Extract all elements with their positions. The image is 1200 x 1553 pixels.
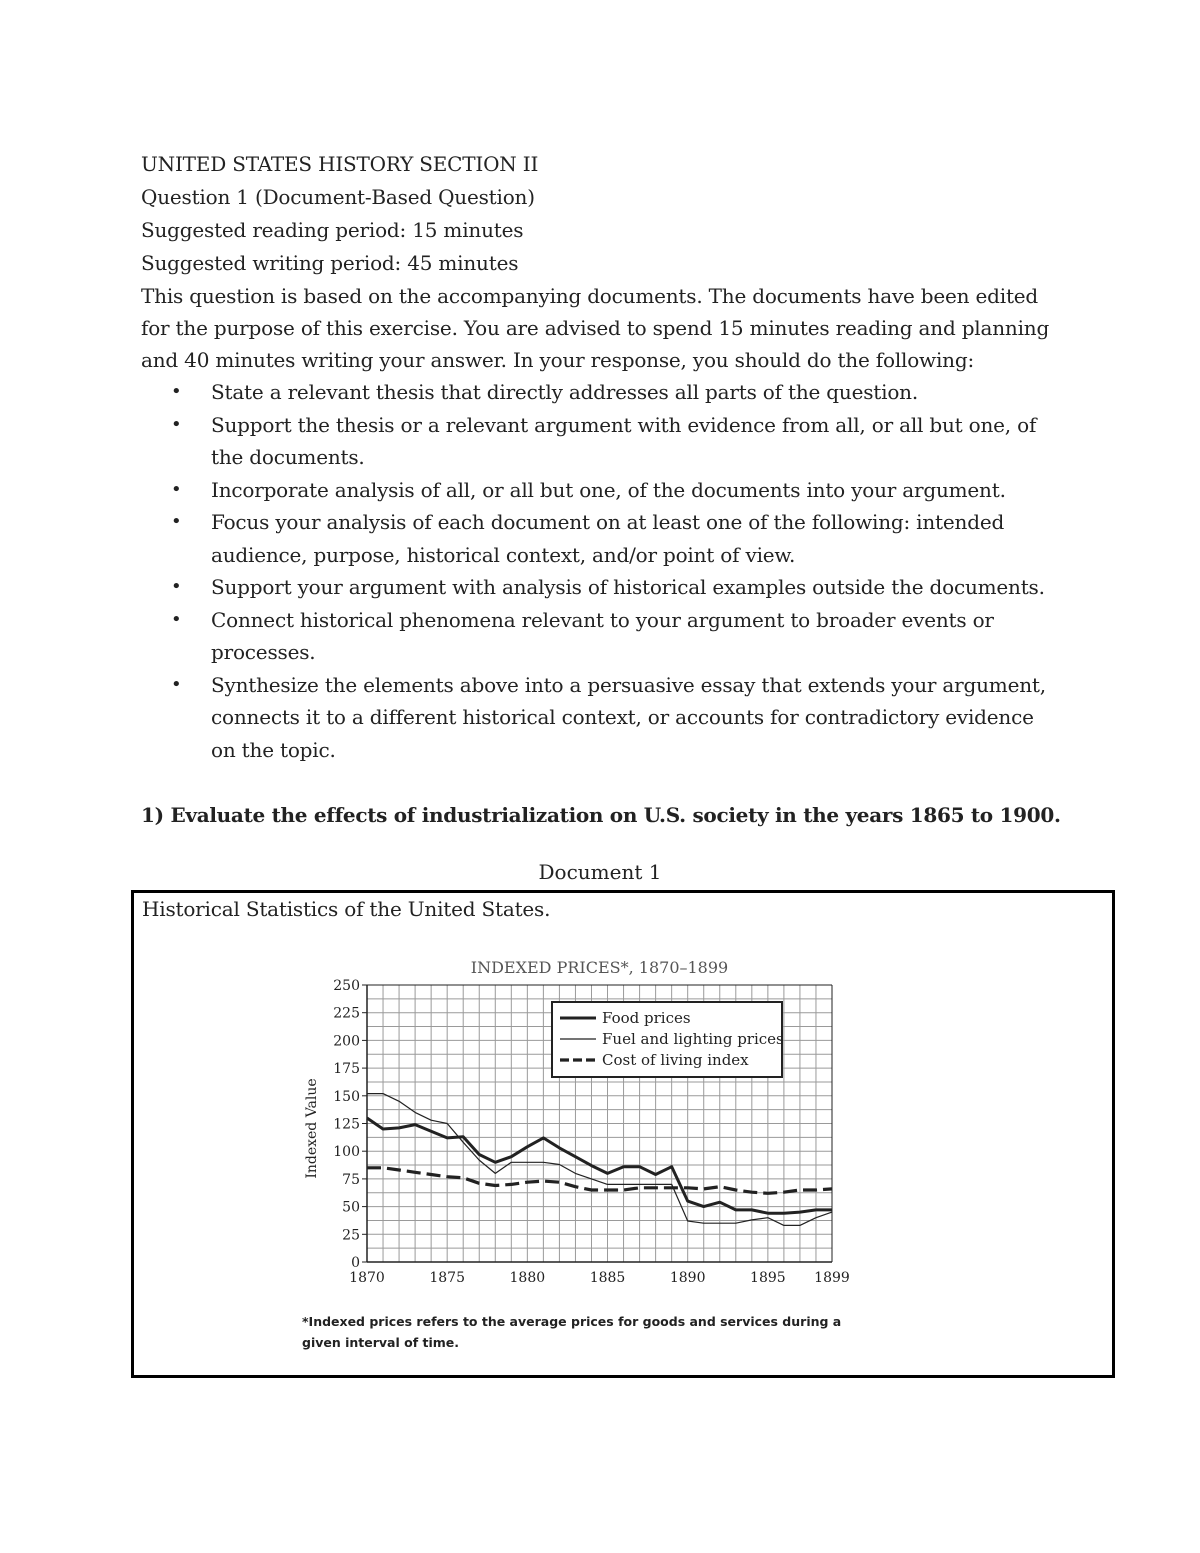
bullet-icon: • <box>171 381 182 402</box>
document-title: Document 1 <box>538 860 662 884</box>
x-tick-label: 1885 <box>589 1270 626 1286</box>
y-tick-label: 50 <box>342 1199 360 1216</box>
series-line-cost-of-living-index <box>367 1168 832 1194</box>
reading-period: Suggested reading period: 15 minutes <box>141 218 524 242</box>
essay-question: 1) Evaluate the effects of industrialization on U.S. society in the years 1865 to 1900. <box>141 803 1061 827</box>
bullet-icon: • <box>171 478 182 500</box>
y-tick-label: 150 <box>333 1088 360 1105</box>
y-tick-label: 25 <box>342 1227 360 1244</box>
y-axis-label: Indexed Value <box>304 1078 320 1179</box>
y-tick-label: 225 <box>333 1005 360 1022</box>
y-tick-label: 100 <box>333 1144 360 1161</box>
indexed-prices-chart <box>134 893 1112 1375</box>
x-tick-label: 1899 <box>814 1270 850 1286</box>
chart-title: INDEXED PRICES*, 1870–1899 <box>470 958 729 977</box>
instruction-item: • Focus your analysis of each document on at least one of the following: intended audience, purpose, historical context, and/or point of view. <box>141 506 1061 571</box>
x-tick-label: 1895 <box>750 1270 786 1286</box>
chart-footnote: given interval of time. <box>302 1335 460 1350</box>
instruction-item: • Support your argument with analysis of historical examples outside the documents. <box>141 571 1061 604</box>
bullet-icon: • <box>171 511 182 532</box>
x-tick-label: 1875 <box>429 1270 465 1286</box>
instruction-item: • Support the thesis or a relevant argument with evidence from all, or all but one, of the documents. <box>141 409 1061 474</box>
writing-period: Suggested writing period: 45 minutes <box>141 251 519 275</box>
series-line-fuel-and-lighting-prices <box>367 1094 832 1226</box>
y-tick-label: 0 <box>351 1255 360 1271</box>
y-tick-label: 175 <box>333 1061 360 1078</box>
document-source: Historical Statistics of the United States. <box>142 897 551 921</box>
instruction-item: • State a relevant thesis that directly addresses all parts of the question. <box>141 376 1061 409</box>
series-line-food-prices <box>367 1118 832 1213</box>
bullet-icon: • <box>171 673 182 695</box>
instruction-list <box>141 376 1061 766</box>
bullet-icon: • <box>171 413 182 435</box>
chart-footnote: *Indexed prices refers to the average prices for goods and services during a <box>302 1314 842 1329</box>
y-tick-label: 75 <box>342 1171 360 1188</box>
legend-label: Cost of living index <box>602 1051 749 1069</box>
y-tick-label: 200 <box>333 1033 360 1050</box>
instruction-item: • Connect historical phenomena relevant to your argument to broader events or processes. <box>141 604 1061 669</box>
section-title: UNITED STATES HISTORY SECTION II <box>141 152 539 176</box>
bullet-icon: • <box>171 576 182 597</box>
x-tick-label: 1880 <box>509 1270 546 1286</box>
question-header <box>141 148 1071 376</box>
instruction-item: • Incorporate analysis of all, or all but one, of the documents into your argument. <box>141 474 1061 507</box>
instructions-intro: This question is based on the accompanying documents. The documents have been edited for the purpose of this exercise. You are advised to spend 15 minutes reading and planning and 40 minutes writing your answer. In your response, you should do the following: <box>141 284 1050 372</box>
y-tick-label: 250 <box>333 978 360 994</box>
bullet-icon: • <box>171 608 182 630</box>
x-tick-label: 1890 <box>669 1270 706 1286</box>
question-label: Question 1 (Document-Based Question) <box>141 185 535 209</box>
document-box <box>131 890 1115 1378</box>
x-tick-label: 1870 <box>349 1270 385 1286</box>
y-tick-label: 125 <box>333 1116 360 1133</box>
instruction-item: • Synthesize the elements above into a persuasive essay that extends your argument, connects it to a different historical context, or accounts for contradictory evidence on the topic. <box>141 669 1061 767</box>
legend-label: Fuel and lighting prices <box>602 1030 784 1048</box>
legend-label: Food prices <box>602 1009 691 1027</box>
